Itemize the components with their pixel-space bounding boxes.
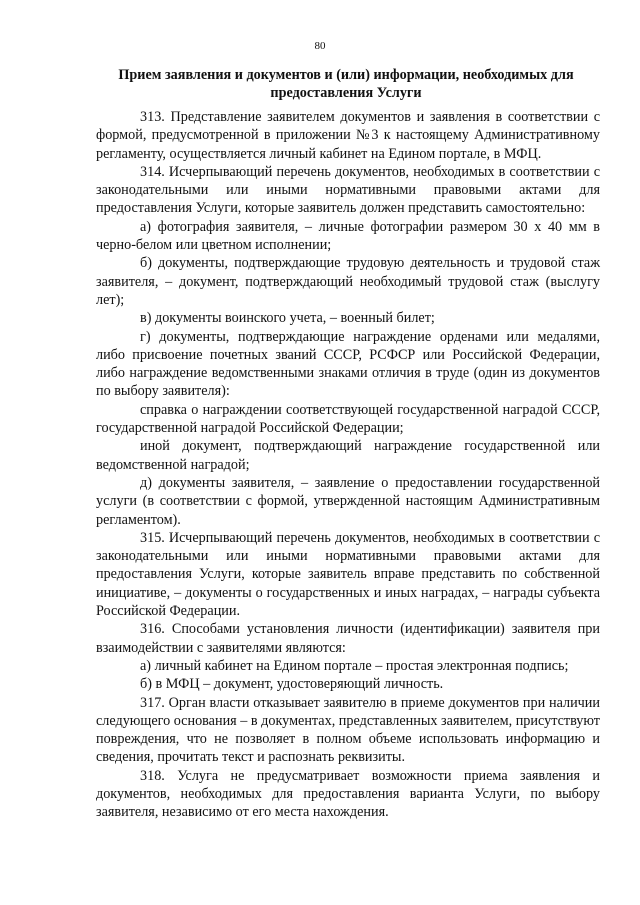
section-heading: Прием заявления и документов и (или) информации, необходимых для предоставления Услуги xyxy=(118,67,574,101)
page-number: 80 xyxy=(314,40,326,52)
list-item-a-photo: а) фотография заявителя, – личные фотографии размером 30 х 40 мм в черно-белом или цветном исполнении; xyxy=(96,218,600,254)
list-item-b-work-history: б) документы, подтверждающие трудовую деятельность и трудовой стаж заявителя, – документ, подтверждающий необходимый трудовой стаж (выслугу лет); xyxy=(96,255,600,308)
paragraph-318: 318. Услуга не предусматривает возможности приема заявления и документов, необходимых для предоставления варианта Услуги, по выбору заявителя, независимо от его места нахождения. xyxy=(96,767,600,821)
list-item-v-military: в) документы воинского учета, – военный билет; xyxy=(140,310,435,327)
identification-b-mfc: б) в МФЦ – документ, удостоверяющий личность. xyxy=(140,676,444,693)
paragraph-313: 313. Представление заявителем документов и заявления в соответствии с формой, предусмотренной в приложении №3 к настоящему Административному регламенту, осуществляется личный кабинет на Едином портале, в МФЦ. xyxy=(96,109,600,162)
paragraph-315: 315. Исчерпывающий перечень документов, необходимых в соответствии с законодательными или иными нормативными правовыми актами для предоставления Услуги, которые заявитель вправе представить по собственной инициативе, – документы о государственных и иных наградах, – награды субъекта Российской Федерации. xyxy=(96,529,600,620)
paragraph-317: 317. Орган власти отказывает заявителю в приеме документов при наличии следующего основания – в документах, представленных заявителем, присутствуют повреждения, что не позволяет в полном объеме использовать информацию и сведения, прочитать текст и распознать реквизиты. xyxy=(96,694,600,766)
list-item-d-application: д) документы заявителя, – заявление о предоставлении государственной услуги (в соответствии с формой, утвержденной настоящим Административным регламентом). xyxy=(96,474,600,528)
paragraph-314: 314. Исчерпывающий перечень документов, необходимых в соответствии с законодательными или иными нормативными правовыми актами для предоставления Услуги, которые заявитель должен представить самостоятельно: xyxy=(96,163,600,217)
paragraph-316: 316. Способами установления личности (идентификации) заявителя при взаимодействии с заявителями являются: xyxy=(96,621,600,656)
awards-option-other: иной документ, подтверждающий награждение государственной или ведомственной наградой; xyxy=(96,438,600,473)
list-item-g-awards: г) документы, подтверждающие награждение орденами или медалями, либо присвоение почетных званий СССР, РСФСР или Российской Федерации, либо награждение ведомственными знаками отличия в труде (один из документов по выбору заявителя): xyxy=(96,328,600,400)
identification-a-portal: а) личный кабинет на Едином портале – простая электронная подпись; xyxy=(140,657,569,674)
awards-option-certificate: справка о награждении соответствующей государственной наградой СССР, государственной наградой Российской Федерации; xyxy=(96,401,600,437)
document-body xyxy=(96,108,600,822)
